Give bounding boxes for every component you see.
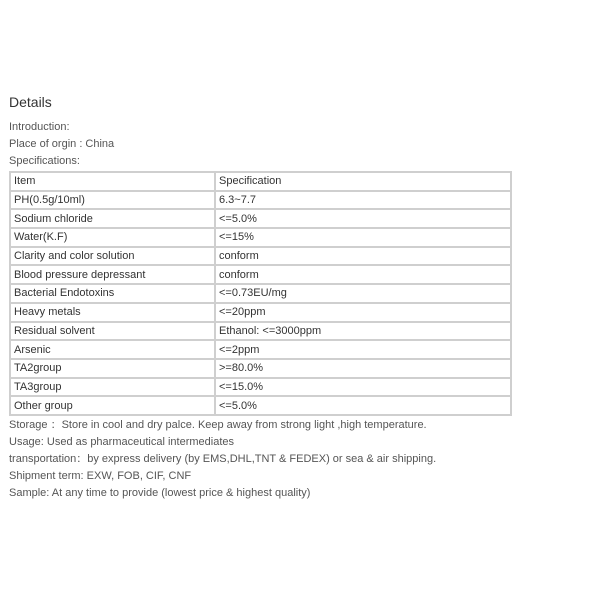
table-header-row — [11, 173, 510, 190]
item-cell: PH(0.5g/10ml) — [11, 192, 214, 209]
spec-cell: <=0.73EU/mg — [216, 285, 510, 302]
spec-cell: Ethanol: <=3000ppm — [216, 323, 510, 340]
place-of-origin: Place of orgin : China — [9, 138, 115, 150]
table-row — [11, 229, 510, 246]
table-row — [11, 192, 510, 209]
item-cell: Other group — [11, 397, 214, 414]
table-row — [11, 379, 510, 396]
specifications-label: Specifications: — [9, 155, 80, 167]
table-row — [11, 248, 510, 265]
header-item: Item — [11, 173, 214, 190]
table-row — [11, 266, 510, 283]
spec-cell: <=5.0% — [216, 397, 510, 414]
item-cell: Heavy metals — [11, 304, 214, 321]
item-cell: Arsenic — [11, 341, 214, 358]
item-cell: Clarity and color solution — [11, 248, 214, 265]
spec-cell: >=80.0% — [216, 360, 510, 377]
table-row — [11, 397, 510, 414]
header-specification: Specification — [216, 173, 510, 190]
table-row — [11, 323, 510, 340]
table-row — [11, 360, 510, 377]
introduction-label: Introduction: — [9, 121, 70, 133]
item-cell: TA3group — [11, 379, 214, 396]
table-row — [11, 341, 510, 358]
spec-cell: <=2ppm — [216, 341, 510, 358]
item-cell: Water(K.F) — [11, 229, 214, 246]
spec-cell: <=15% — [216, 229, 510, 246]
item-cell: Blood pressure depressant — [11, 266, 214, 283]
specification-table — [9, 171, 512, 416]
spec-cell: <=15.0% — [216, 379, 510, 396]
table-row — [11, 210, 510, 227]
table-row — [11, 285, 510, 302]
item-cell: TA2group — [11, 360, 214, 377]
page-title: Details — [9, 94, 52, 110]
storage-note: Storage ：Store in cool and dry palce. Keep away from strong light ,high temperature. — [9, 419, 427, 431]
usage-note: Usage: Used as pharmaceutical intermediates — [9, 436, 235, 448]
spec-cell: 6.3~7.7 — [216, 192, 510, 209]
item-cell: Bacterial Endotoxins — [11, 285, 214, 302]
spec-cell: conform — [216, 266, 510, 283]
item-cell: Residual solvent — [11, 323, 214, 340]
item-cell: Sodium chloride — [11, 210, 214, 227]
spec-cell: conform — [216, 248, 510, 265]
transportation-note: transportation：by express delivery (by EMS,DHL,TNT & FEDEX) or sea & air shipping. — [9, 453, 437, 465]
shipment-term-note: Shipment term: EXW, FOB, CIF, CNF — [9, 470, 192, 482]
spec-cell: <=20ppm — [216, 304, 510, 321]
sample-note: Sample: At any time to provide (lowest price & highest quality) — [9, 487, 311, 499]
table-row — [11, 304, 510, 321]
spec-cell: <=5.0% — [216, 210, 510, 227]
